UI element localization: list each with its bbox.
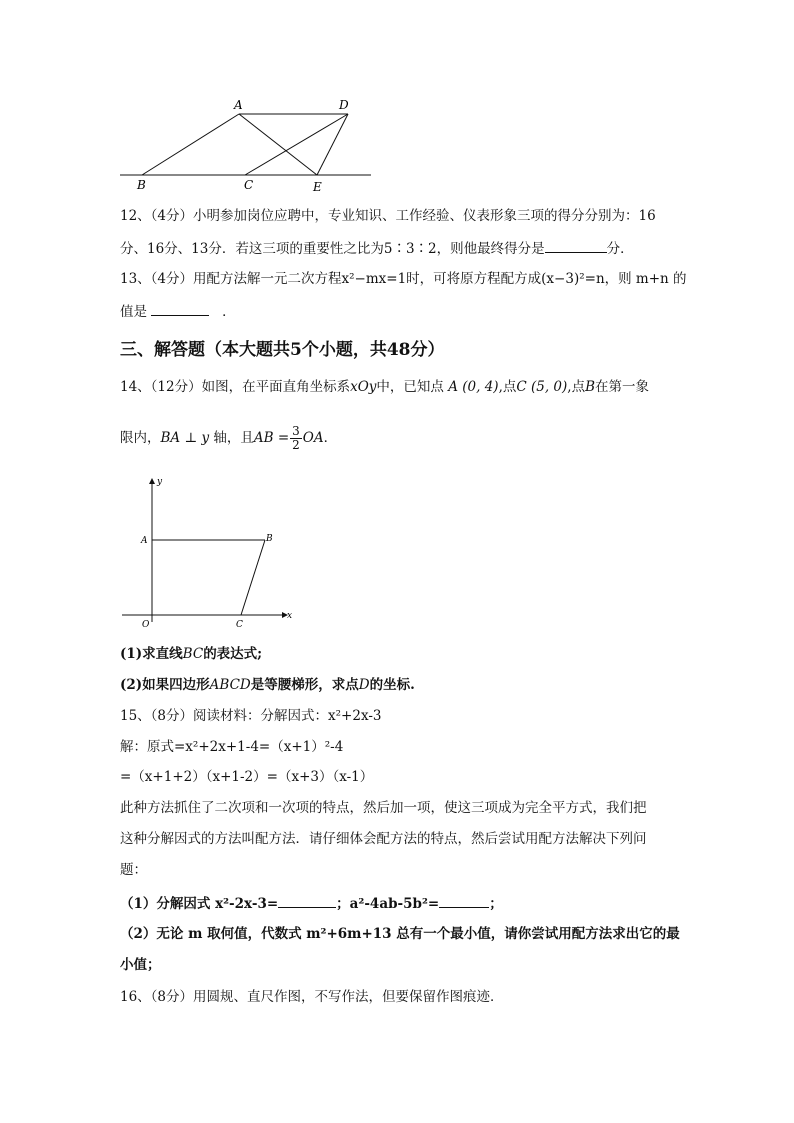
q13-text-2: 值是 xyxy=(120,304,147,320)
q15-line2 xyxy=(120,737,343,757)
q14-part1-text-2: 的表达式; xyxy=(203,646,263,662)
q13-line2 xyxy=(120,301,236,322)
q13-line1 xyxy=(120,269,687,289)
q15-line3 xyxy=(120,767,373,787)
q14-text-4: ,点 xyxy=(567,379,586,395)
q15-text-6: 题： xyxy=(120,862,147,878)
q14-ab-eq: AB = xyxy=(253,430,290,446)
label-x: x xyxy=(287,611,293,621)
label-B: B xyxy=(137,178,146,192)
q12-line1 xyxy=(120,206,656,226)
q14-xoy: xOy xyxy=(350,379,377,395)
q13-text-1: 13、（4分）用配方法解一元二次方程x²−mx=1时，可将原方程配方成(x−3)²=n，则 m+n 的 xyxy=(120,271,687,287)
q12-text-3: 分． xyxy=(606,241,634,257)
q16-line1 xyxy=(120,987,504,1007)
q15-part1-text-3: ； xyxy=(489,896,503,912)
q14-line1 xyxy=(120,377,649,397)
q15-line4 xyxy=(120,798,647,818)
q14-point-b: B xyxy=(585,379,595,395)
q16-text-1: 16、（8分）用圆规、直尺作图，不写作法，但要保留作图痕迹． xyxy=(120,989,504,1005)
q15-part1-text-1: （1）分解因式 x²-2x-3= xyxy=(120,896,279,912)
label-y: y xyxy=(157,477,163,487)
q15-text-4: 此种方法抓住了二次项和一次项的特点，然后加一项，使这三项成为完全平方式，我们把 xyxy=(120,800,647,816)
label-E: E xyxy=(313,180,322,194)
q12-line2 xyxy=(120,238,634,259)
q15-part1-text-2: ；a²-4ab-5b²= xyxy=(336,896,440,912)
segment-AB xyxy=(142,114,239,175)
label-A: A xyxy=(141,536,148,546)
q14-part2 xyxy=(120,675,415,695)
q15-text-1: 15、（8分）阅读材料：分解因式：x²+2x-3 xyxy=(120,708,382,724)
q14-fraction-num: 3 xyxy=(292,424,300,438)
figure-parallelogram xyxy=(115,95,380,200)
label-C: C xyxy=(244,178,254,192)
q14-text-6: 限内， xyxy=(120,430,161,446)
q15-line1 xyxy=(120,706,381,726)
q14-text-8: ． xyxy=(323,430,338,446)
q14-point-a: A (0, 4) xyxy=(448,379,499,395)
q14-oa: OA xyxy=(302,430,324,446)
q15-part2-line2 xyxy=(120,955,161,975)
q14-part1-text-1: (1)求直线 xyxy=(120,646,183,662)
segment-bc xyxy=(241,540,265,615)
label-B: B xyxy=(266,534,273,544)
section-3-title: 三、解答题（本大题共5个小题，共48分） xyxy=(120,340,445,360)
q15-text-3: =（x+1+2）（x+1-2）=（x+3）（x-1） xyxy=(120,769,374,785)
q14-perp: BA ⊥ y xyxy=(160,430,210,446)
q13-answer-blank[interactable] xyxy=(151,301,209,316)
q15-part2-text-2: 小值； xyxy=(120,957,161,973)
q12-text-1: 12、（4分）小明参加岗位应聘中，专业知识、工作经验、仪表形象三项的得分分别为：16 xyxy=(120,208,656,224)
q15-part1-blank-2[interactable] xyxy=(439,893,489,908)
label-D: D xyxy=(339,98,349,112)
q14-point-c: C (5, 0) xyxy=(516,379,568,395)
q14-part1-bc: BC xyxy=(182,646,204,662)
q14-part2-text-3: 的坐标. xyxy=(369,677,415,693)
q14-fraction-den: 2 xyxy=(292,438,300,452)
q14-part2-d: D xyxy=(358,677,370,693)
q15-part2-line1 xyxy=(120,924,680,944)
q14-part2-abcd: ABCD xyxy=(209,677,251,693)
q15-text-2: 解：原式=x²+2x+1-4=（x+1）²-4 xyxy=(120,739,344,755)
segment-AE xyxy=(239,114,317,175)
q14-part2-text-2: 是等腰梯形，求点 xyxy=(250,677,359,693)
q15-text-5: 这种分解因式的方法叫配方法．请仔细体会配方法的特点，然后尝试用配方法解决下列问 xyxy=(120,831,647,847)
q13-text-3: ． xyxy=(222,304,236,320)
q15-part2-text-1: （2）无论 m 取何值，代数式 m²+6m+13 总有一个最小值，请你尝试用配方法求出它的最 xyxy=(120,926,680,942)
figure-coordinate xyxy=(115,472,305,632)
q14-text-5: 在第一象 xyxy=(595,379,649,395)
q14-text-3: ,点 xyxy=(498,379,517,395)
q14-line2 xyxy=(120,424,337,452)
q15-part1-blank-1[interactable] xyxy=(278,893,336,908)
label-O: O xyxy=(142,620,150,630)
q12-answer-blank[interactable] xyxy=(545,238,607,253)
q14-part1 xyxy=(120,644,262,664)
label-C: C xyxy=(236,620,243,630)
q14-text-1: 14、（12分）如图，在平面直角坐标系 xyxy=(120,379,351,395)
q14-text-2: 中，已知点 xyxy=(376,379,444,395)
q15-line6 xyxy=(120,860,147,880)
q15-line5 xyxy=(120,829,647,849)
q14-text-7: 轴，且 xyxy=(213,430,254,446)
q12-text-2: 分、16分、13分．若这三项的重要性之比为5∶3∶2，则他最终得分是 xyxy=(120,241,545,257)
q14-part2-text-1: (2)如果四边形 xyxy=(120,677,210,693)
q14-fraction xyxy=(290,425,302,452)
q15-part1 xyxy=(120,893,503,914)
label-A: A xyxy=(234,98,243,112)
